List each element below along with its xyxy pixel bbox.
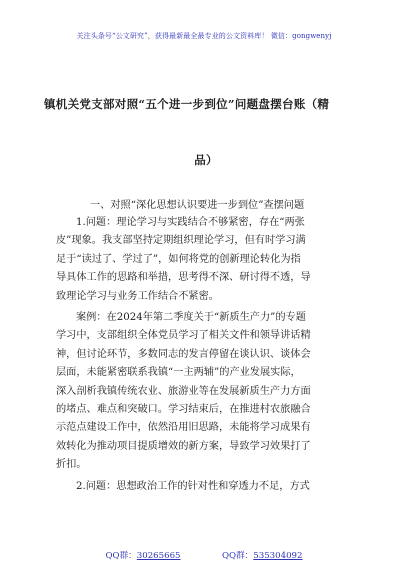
paragraph-1-first-line: 1.问题：理论学习与实践结合不够紧密，存在“两张 <box>76 217 305 228</box>
qq-group-1-label: QQ群： <box>105 551 137 561</box>
footer <box>0 549 408 561</box>
section-heading: 一、对照“深化思想认识要进一步到位”查摆问题 <box>90 200 305 211</box>
paragraph-2-line: 学习中，支部组织全体党员学习了相关文件和领导讲话精 <box>56 330 311 342</box>
paragraph-1-line: 皮”现象。我支部坚持定期组织理论学习，但有时学习满 <box>56 235 306 247</box>
paragraph-1-line: 足于“读过了、学过了”，如何将党的创新理论转化为指 <box>56 253 301 265</box>
paragraph-2-line: 效转化为推动项目提质增效的新方案，导致学习效果打了 <box>56 440 311 452</box>
qq-group-1-link[interactable]: 30265665 <box>136 551 181 561</box>
paragraph-2-line: 层面，未能紧密联系我镇“一主两辅”的产业发展实际， <box>56 367 301 379</box>
paragraph-1-line: 致理论学习与业务工作结合不紧密。 <box>56 290 219 302</box>
paragraph-2-line: 折扣。 <box>56 459 87 471</box>
paragraph-2-line: 神，但讨论环节，多数同志的发言停留在谈认识、谈体会 <box>56 348 311 360</box>
qq-group-2-link[interactable]: 535304092 <box>253 551 303 561</box>
paragraph-2-line: 示范点建设工作中，依然沿用旧思路，未能将学习成果有 <box>56 422 311 434</box>
document-title-line-2: 品） <box>194 153 218 167</box>
top-banner: 关注头条号“公文研究”，获得最新最全最专业的公文资料库！ 微信：gongwenyj <box>76 32 332 40</box>
paragraph-3-first-line: 2.问题：思想政治工作的针对性和穿透力不足，方式 <box>76 480 310 492</box>
paragraph-2-line: 深入剖析我镇传统农业、旅游业等在发展新质生产力方面 <box>56 385 311 397</box>
qq-group-2-label: QQ群： <box>222 551 254 561</box>
paragraph-2-line: 的堵点、难点和突破口。学习结束后，在推进村农旅融合 <box>56 404 311 416</box>
document-title-line-1: 镇机关党支部对照“五个进一步到位”问题盘摆台账（精 <box>44 97 330 111</box>
document-body <box>56 214 362 496</box>
paragraph-2-first-line: 案例：在2024年第二季度关于“新质生产力”的专题 <box>76 312 306 324</box>
paragraph-1-line: 导具体工作的思路和举措，思考得不深、研讨得不透，导 <box>56 272 311 284</box>
